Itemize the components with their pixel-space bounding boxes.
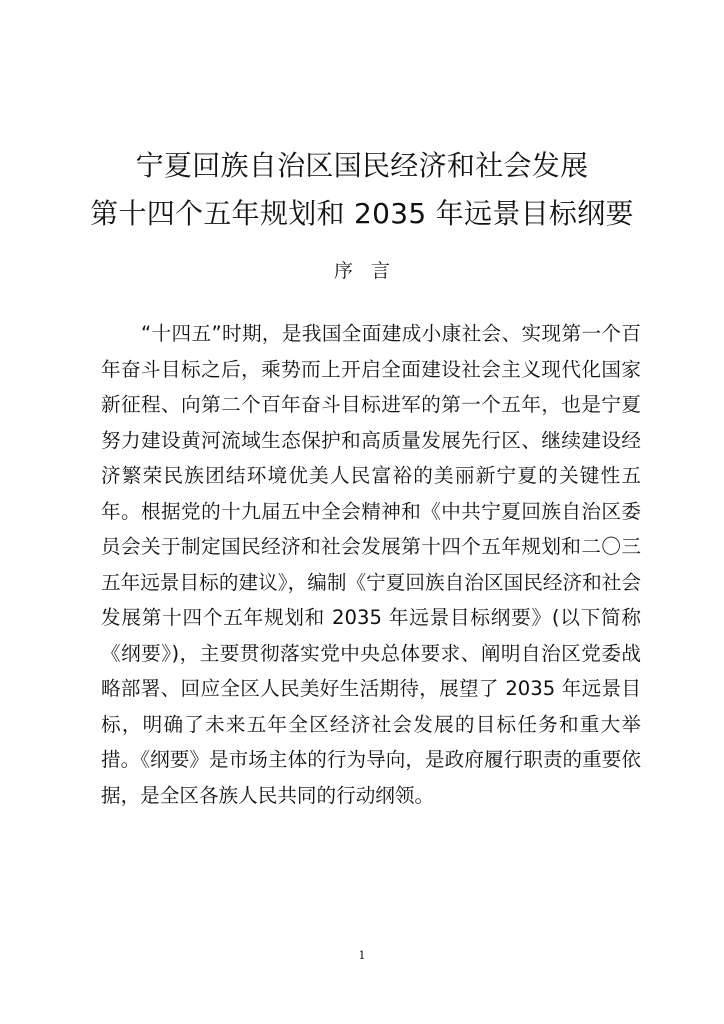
title-line-2: 第十四个五年规划和 2035 年远景目标纲要 [90,197,634,230]
section-heading-preface: 序言 [333,260,408,282]
title-line-1: 宁夏回族自治区国民经济和社会发展 [135,149,589,182]
preface-paragraph: “十四五”时期，是我国全面建成小康社会、实现第一个百年奋斗目标之后，乘势而上开启全面建设社会主义现代化国家新征程、向第二个百年奋斗目标进军的第一个五年，也是宁夏努力建设黄河流域生态保护和高质量发展先行区、继续建设经济繁荣民族团结环境优美人民富裕的美丽新宁夏的关键性五年。根据党的十九届五中全会精神和《中共宁夏回族自治区委员会关于制定国民经济和社会发展第十四个五年规划和二〇三五年远景目标的建议》，编制《宁夏回族自治区国民经济和社会发展第十四个五年规划和 2035 年远景目标纲要》(以下简称《纲要》)，主要贯彻落实党中央总体要求、阐明自治区党委战略部署、回应全区人民美好生活期待，展望了 2035 年远景目标，明确了未来五年全区经济社会发展的目标任务和重大举措。《纲要》是市场主体的行为导向，是政府履行职责的重要依据，是全区各族人民共同的行动纲领。 [101,322,641,807]
page-number: 1 [358,949,366,962]
document-title [0,142,724,238]
